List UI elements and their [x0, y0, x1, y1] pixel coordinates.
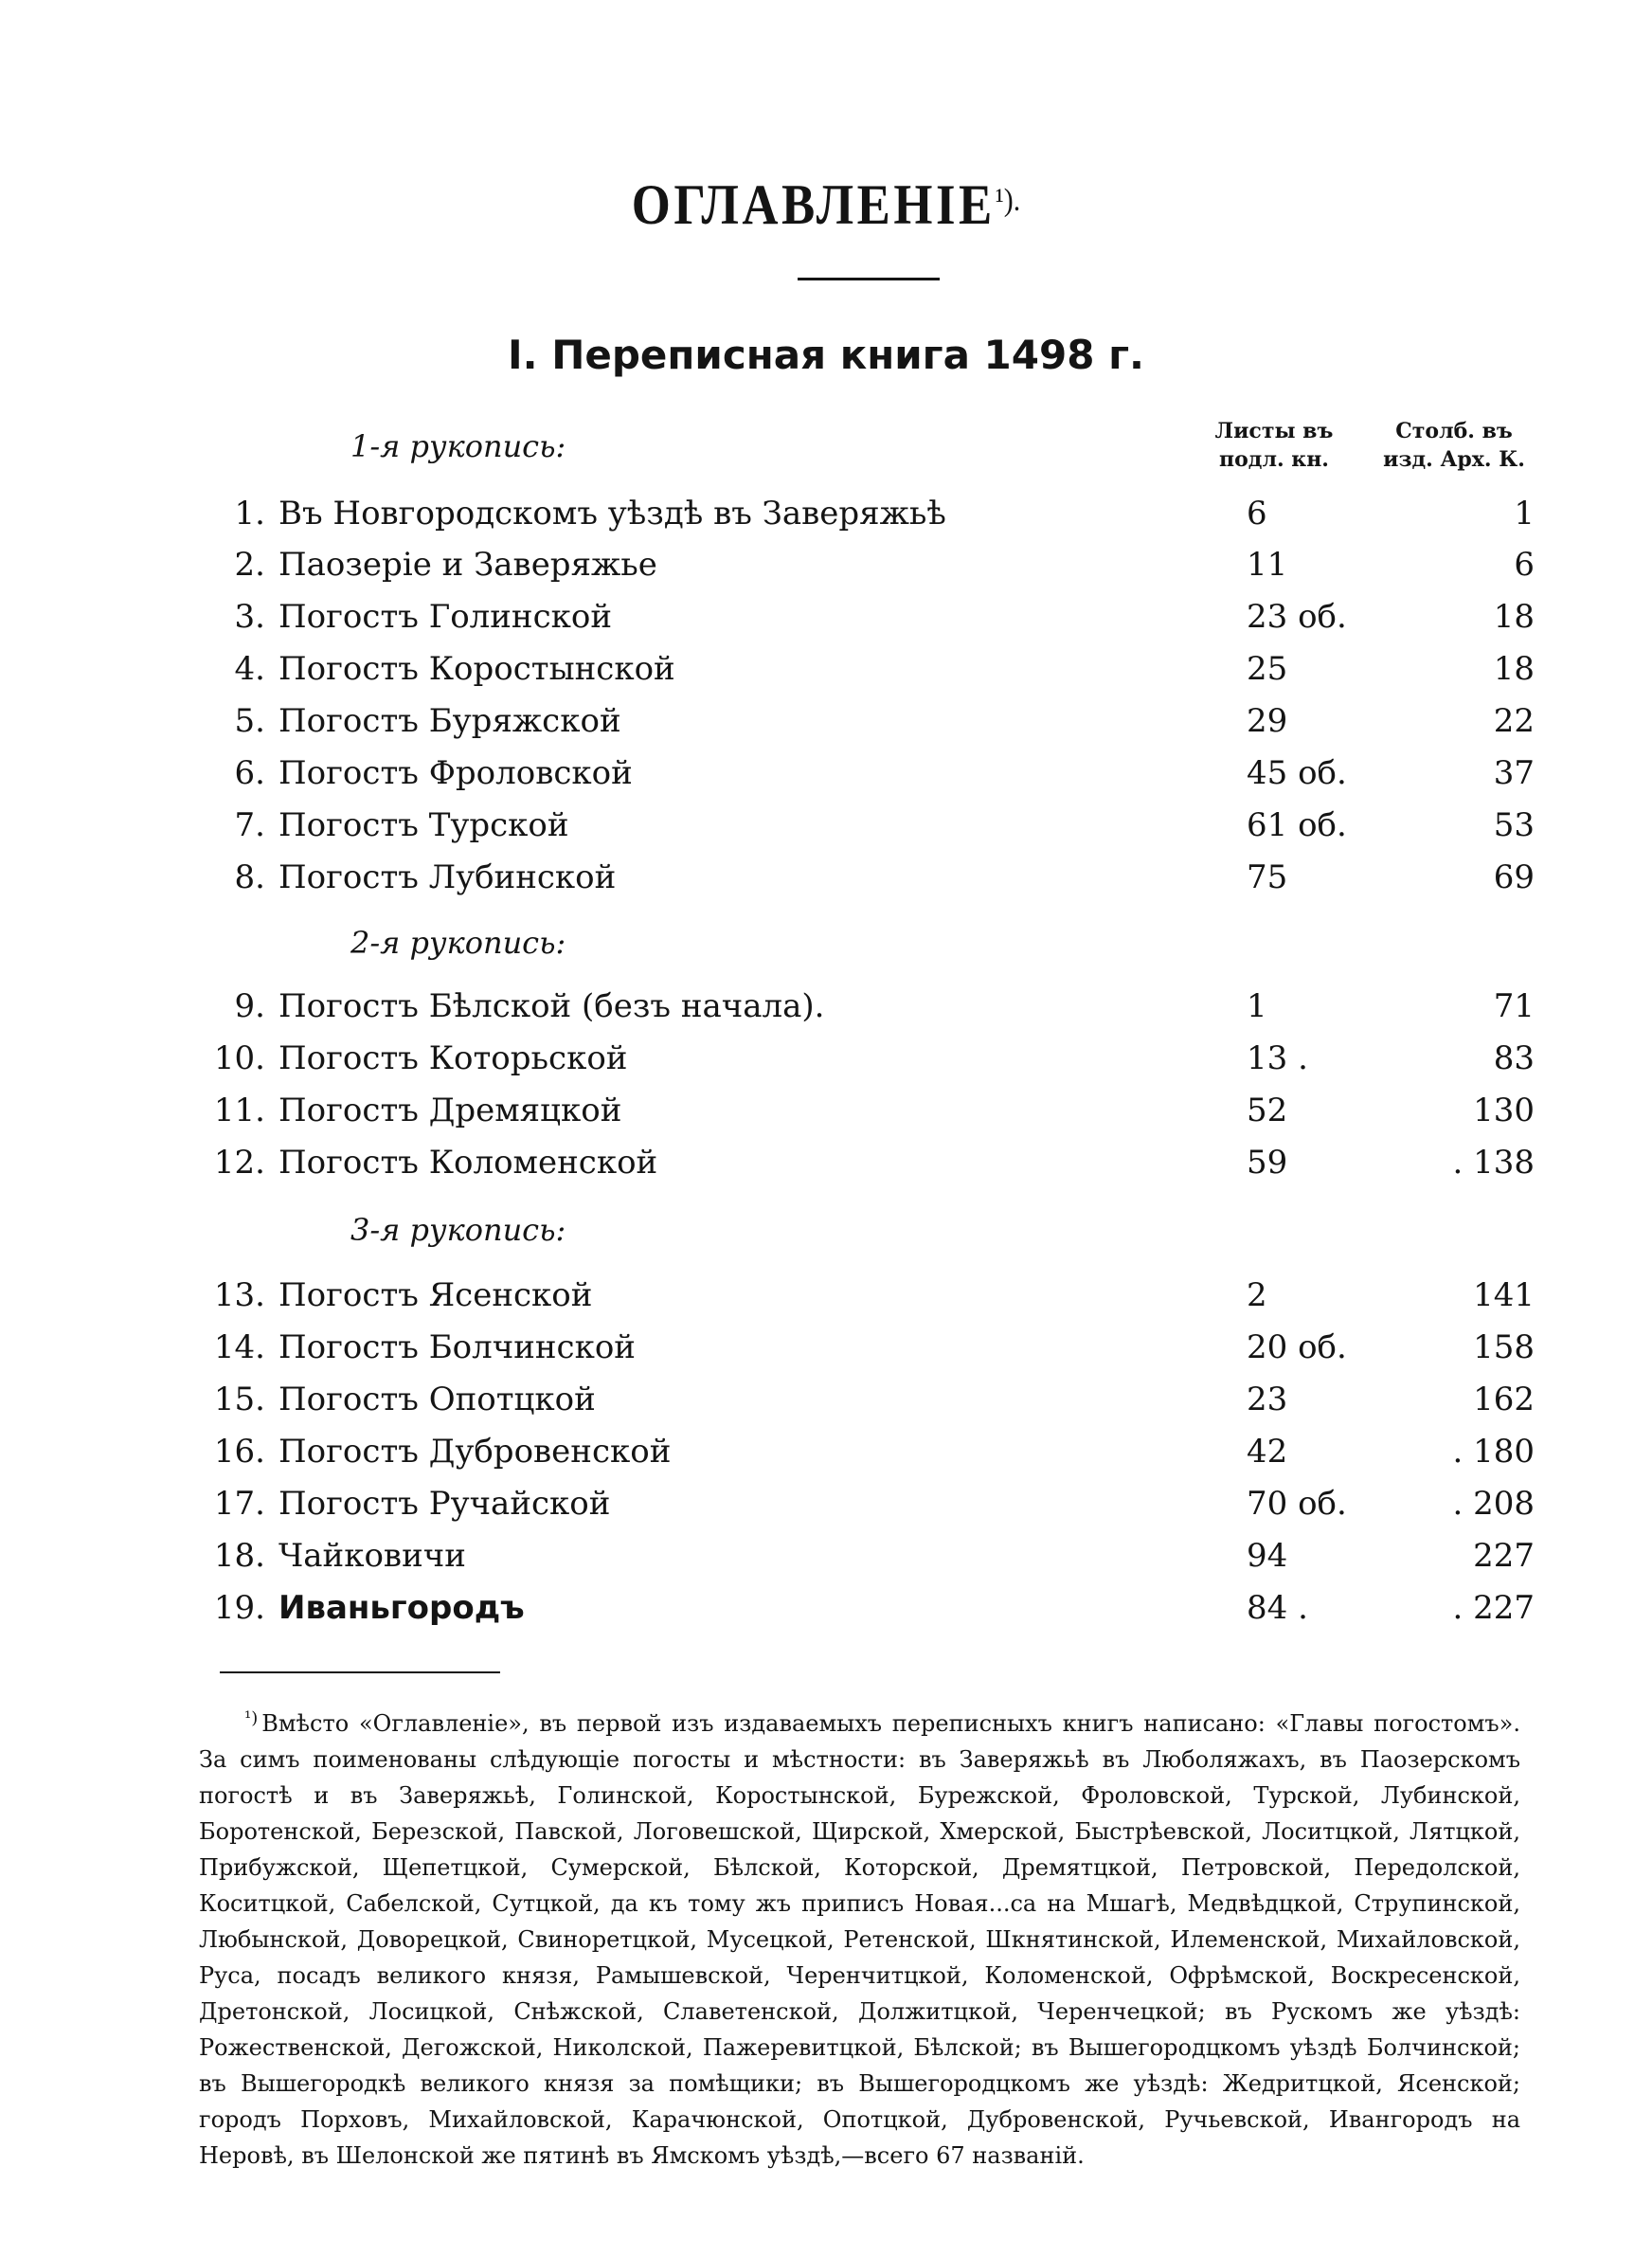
entry-number: 18. [213, 1537, 265, 1575]
entry-leaf: 29 [1247, 702, 1288, 740]
entry-name: Погостъ Фроловской [278, 754, 633, 792]
entry-column: 6 [1514, 546, 1535, 584]
column-header-columns [1374, 417, 1535, 474]
entry-leaf: 59 [1247, 1144, 1288, 1182]
entry-column: . 227 [1452, 1589, 1535, 1627]
entry-name: Въ Новгородскомъ уѣздѣ въ Заверяжьѣ [278, 495, 946, 533]
entry-column: 18 [1493, 650, 1535, 688]
footnote-text: Вмѣсто «Оглавленіе», въ первой изъ издаваемыхъ переписныхъ книгъ написано: «Главы погостомъ». За симъ поименованы слѣдующіе погосты и мѣстности: въ Заверяжьѣ въ Люболяжахъ, въ Паозерскомъ погостѣ и въ Заверяжьѣ, Голинской, Коростынской, Бурежской, Фроловской, Турской, Лубинской, Боротенской, Березской, Павской, Логовешской, Щирской, Хмерской, Быстрѣевской, Лоситцкой, Лятцкой, Прибужской, Щепетцкой, Сумерской, Бѣлской, Которской, Дремятцкой, Петровской, Передолской, Коситцкой, Сабелской, Сутцкой, да къ тому жъ приписъ Новая...са на Мшагѣ, Медвѣдцкой, Струпинской, Любынской, Доворецкой, Свиноретцкой, Мусецкой, Ретенской, Шкнятинской, Илеменской, Михайловской, Руса, посадъ великого князя, Рамышевской, Черенчитцкой, Коломенской, Офрѣмской, Воскресенской, Дретонской, Лосицкой, Снѣжской, Славетенской, Должитцкой, Черенчецкой; въ Рускомъ же уѣздѣ: Рожественской, Дегожской, Николской, Пажеревитцкой, Бѣлской; въ Вышегородцкомъ уѣздѣ Болчинской; въ Вышегородкѣ великого князя за помѣщики; въ Вышегородцкомъ же уѣздѣ: Жедритцкой, Ясенской; городъ Порховъ, Михайловской, Карачюнской, Опотцкой, Дубровенской, Ручьевской, Ивангородъ на Неровѣ, въ Шелонской же пятинѣ въ Ямскомъ уѣздѣ,—всего 67 названій. [199, 1710, 1520, 2169]
toc-entry [189, 806, 1535, 848]
entry-leaf: 42 [1247, 1433, 1288, 1471]
entry-leaf: 25 [1247, 650, 1288, 688]
entry-column: 71 [1493, 987, 1535, 1025]
entry-name: Паозеріе и Заверяжье [278, 546, 657, 584]
entry-column: 22 [1493, 702, 1535, 740]
entry-name: Погостъ Голинской [278, 598, 613, 636]
entry-number: 2. [234, 546, 265, 584]
entry-column: 162 [1473, 1381, 1535, 1418]
entry-column: 69 [1493, 858, 1535, 896]
toc-entry [189, 1433, 1535, 1474]
toc-entry [189, 1537, 1535, 1579]
toc-entry [189, 1381, 1535, 1422]
entry-name: Погостъ Ручайской [278, 1485, 611, 1523]
entry-number: 6. [234, 754, 265, 792]
footnote-mark: ¹) [244, 1708, 259, 1728]
toc-entry [189, 858, 1535, 900]
toc-entry [189, 546, 1535, 587]
entry-number: 12. [213, 1144, 265, 1182]
entry-leaf: 61 об. [1247, 806, 1347, 844]
toc-entry [189, 1485, 1535, 1526]
entry-number: 11. [213, 1092, 265, 1129]
manuscript-label: 3-я рукопись: [350, 1212, 566, 1248]
entry-name: Погостъ Лубинской [278, 858, 617, 896]
entry-leaf: 52 [1247, 1092, 1288, 1129]
entry-number: 13. [213, 1276, 265, 1314]
entry-number: 19. [213, 1589, 265, 1627]
section-heading: I. Переписная книга 1498 г. [508, 332, 1144, 378]
entry-number: 9. [234, 987, 265, 1025]
entry-leaf: 1 [1247, 987, 1267, 1025]
toc-entry [189, 1144, 1535, 1185]
entry-name: Погостъ Которьской [278, 1039, 628, 1077]
toc-entry [189, 987, 1535, 1029]
entry-name: Иваньгородъ [278, 1589, 525, 1627]
entry-number: 7. [234, 806, 265, 844]
entry-leaf: 75 [1247, 858, 1288, 896]
entry-number: 14. [213, 1328, 265, 1366]
entry-number: 16. [213, 1433, 265, 1471]
toc-entry [189, 1039, 1535, 1081]
entry-name: Погостъ Опотцкой [278, 1381, 596, 1418]
page-title [99, 172, 1553, 238]
entry-column: 18 [1493, 598, 1535, 636]
entry-leaf: 20 об. [1247, 1328, 1347, 1366]
toc-entry [189, 1589, 1535, 1631]
entry-number: 5. [234, 702, 265, 740]
entry-number: 3. [234, 598, 265, 636]
toc-entry [189, 1092, 1535, 1133]
entry-leaf: 94 [1247, 1537, 1288, 1575]
toc-entry [189, 1276, 1535, 1318]
column-header-columns-line2: изд. Арх. К. [1383, 447, 1525, 472]
entry-leaf: 11 [1247, 546, 1288, 584]
column-header-leaves-line1: Листы въ [1214, 419, 1334, 443]
entry-name: Погостъ Болчинской [278, 1328, 636, 1366]
entry-column: 1 [1514, 495, 1535, 533]
entry-number: 4. [234, 650, 265, 688]
toc-entry [189, 754, 1535, 796]
toc-entry [189, 1328, 1535, 1370]
entry-column: . 138 [1452, 1144, 1535, 1182]
entry-number: 10. [213, 1039, 265, 1077]
entry-name: Погостъ Дубровенской [278, 1433, 672, 1471]
entry-column: 130 [1473, 1092, 1535, 1129]
entry-name: Погостъ Турской [278, 806, 569, 844]
title-footnote-mark: ¹). [995, 183, 1021, 218]
entry-column: 227 [1473, 1537, 1535, 1575]
entry-name: Погостъ Ясенской [278, 1276, 593, 1314]
entry-name: Погостъ Коростынской [278, 650, 675, 688]
entry-column: 37 [1493, 754, 1535, 792]
footnote [199, 1701, 1520, 2174]
entry-number: 17. [213, 1485, 265, 1523]
entry-leaf: 84 . [1247, 1589, 1308, 1627]
entry-name: Погостъ Коломенской [278, 1144, 658, 1182]
entry-leaf: 6 [1247, 495, 1267, 533]
entry-leaf: 70 об. [1247, 1485, 1347, 1523]
entry-number: 1. [234, 495, 265, 533]
entry-column: 141 [1473, 1276, 1535, 1314]
entry-number: 15. [213, 1381, 265, 1418]
column-header-leaves [1203, 417, 1345, 474]
entry-leaf: 23 [1247, 1381, 1288, 1418]
title-text: ОГЛАВЛЕНІЕ [631, 173, 996, 236]
manuscript-label: 2-я рукопись: [350, 925, 566, 961]
toc-entry [189, 650, 1535, 692]
entry-number: 8. [234, 858, 265, 896]
toc-entry [189, 495, 1535, 536]
entry-name: Погостъ Бѣлской (безъ начала). [278, 987, 825, 1025]
entry-leaf: 23 об. [1247, 598, 1347, 636]
toc-entry [189, 702, 1535, 744]
manuscript-label: 1-я рукопись: [350, 428, 566, 464]
column-header-columns-line1: Столб. въ [1395, 419, 1513, 443]
entry-name: Чайковичи [278, 1537, 466, 1575]
entry-column: 83 [1493, 1039, 1535, 1077]
column-header-leaves-line2: подл. кн. [1219, 447, 1329, 472]
entry-column: 53 [1493, 806, 1535, 844]
entry-leaf: 2 [1247, 1276, 1267, 1314]
footnote-rule [220, 1671, 500, 1673]
entry-name: Погостъ Буряжской [278, 702, 621, 740]
entry-column: 158 [1473, 1328, 1535, 1366]
toc-entry [189, 598, 1535, 640]
entry-leaf: 45 об. [1247, 754, 1347, 792]
title-rule [798, 278, 940, 280]
entry-name: Погостъ Дремяцкой [278, 1092, 622, 1129]
entry-leaf: 13 . [1247, 1039, 1308, 1077]
entry-column: . 180 [1452, 1433, 1535, 1471]
entry-column: . 208 [1452, 1485, 1535, 1523]
